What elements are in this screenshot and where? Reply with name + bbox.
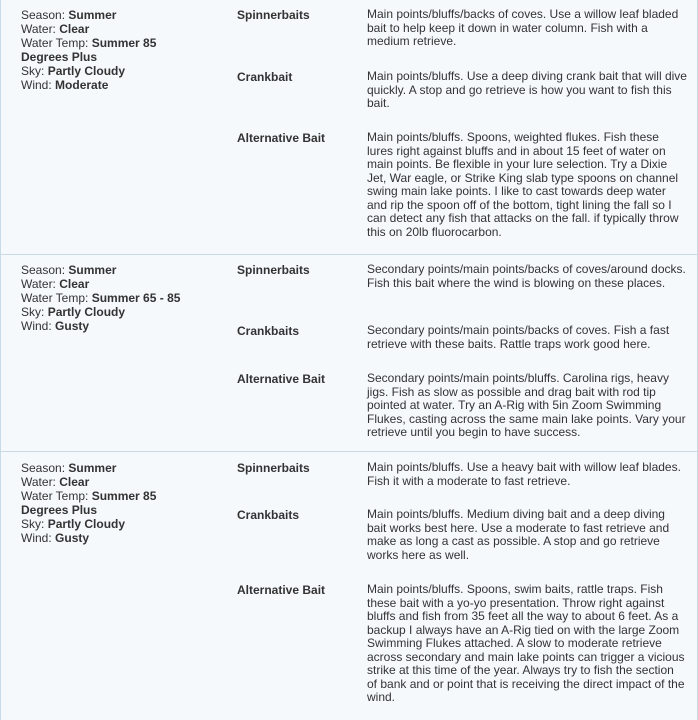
water-temp-value-cont: Degrees Plus [21, 503, 98, 517]
conditions-block [21, 263, 211, 333]
bait-name: Spinnerbaits [237, 8, 310, 22]
bait-name: Alternative Bait [237, 583, 326, 597]
wind-label: Wind: [21, 78, 52, 92]
conditions-block [21, 8, 211, 92]
water-row [21, 277, 211, 291]
conditions-section [1, 452, 697, 720]
bait-description: Secondary points/main points/bluffs. Carolina rigs, heavy jigs. Fish as slow as possible and drag bait with rod tip pointed at water. Try an A-Rig with 5in Zoom Swimming Flukes, casting across the same main lake points. Vary your retrieve until you begin to have success. [367, 371, 686, 439]
season-row [21, 263, 211, 277]
water-label: Water: [21, 475, 56, 489]
sky-row [21, 305, 211, 319]
bait-name: Crankbait [237, 70, 293, 84]
wind-row [21, 319, 211, 333]
bait-description: Secondary points/main points/backs of coves. Fish a fast retrieve with these baits. Rattle traps work good here. [367, 323, 670, 351]
season-value: Summer [68, 8, 117, 22]
bait-name: Crankbaits [237, 508, 300, 522]
season-row [21, 8, 211, 22]
water-row [21, 22, 211, 36]
bait-description: Main points/bluffs. Spoons, weighted flukes. Fish these lures right against bluffs and in about 15 feet of water on main points. Be flexible in your lure selection. Try a Dixie Jet, War eagle, or Strike King slab type spoons on channel swing main lake points. I like to cast towards deep water and rip the spoon off of the bottom, tight lining the fall so I can detect any fish that attacks on the fall. if typically throw this on 20lb fluorocarbon. [367, 130, 679, 239]
sky-value: Partly Cloudy [47, 305, 126, 319]
bait-name: Spinnerbaits [237, 263, 310, 277]
season-label: Season: [21, 461, 66, 475]
water-temp-row [21, 489, 211, 503]
bait-name: Alternative Bait [237, 372, 326, 386]
water-temp-row [21, 36, 211, 50]
wind-label: Wind: [21, 531, 52, 545]
water-temp-label: Water Temp: [21, 489, 89, 503]
water-label: Water: [21, 22, 56, 36]
water-temp-value: Summer 85 [91, 36, 157, 50]
sky-row [21, 517, 211, 531]
water-temp-value-cont: Degrees Plus [21, 50, 98, 64]
sky-label: Sky: [21, 64, 45, 78]
wind-row [21, 531, 211, 545]
bait-name: Spinnerbaits [237, 461, 310, 475]
season-label: Season: [21, 263, 66, 277]
season-label: Season: [21, 8, 66, 22]
conditions-section [1, 0, 697, 254]
bait-description: Main points/bluffs. Medium diving bait and a deep diving bait works best here. Use a moderate to fast retrieve and make as long a cast as possible. A stop and go retrieve works here as well. [367, 507, 670, 562]
water-temp-label: Water Temp: [21, 36, 89, 50]
bait-description: Secondary points/main points/backs of coves/around docks. Fish this bait where the wind is blowing on these places. [367, 262, 686, 290]
water-label: Water: [21, 277, 56, 291]
wind-row [21, 78, 211, 92]
sky-row [21, 64, 211, 78]
water-value: Clear [59, 22, 90, 36]
water-temp-row-cont [21, 50, 211, 64]
bait-description: Main points/bluffs/backs of coves. Use a willow leaf bladed bait to help keep it down in water column. Fish with a medium retrieve. [367, 7, 679, 48]
water-temp-row-cont [21, 503, 211, 517]
water-value: Clear [59, 475, 90, 489]
sky-label: Sky: [21, 517, 45, 531]
bait-name: Crankbaits [237, 324, 300, 338]
sky-label: Sky: [21, 305, 45, 319]
season-row [21, 461, 211, 475]
water-value: Clear [59, 277, 90, 291]
sky-value: Partly Cloudy [47, 64, 126, 78]
season-value: Summer [68, 263, 117, 277]
wind-value: Gusty [55, 531, 90, 545]
water-temp-label: Water Temp: [21, 291, 89, 305]
conditions-block [21, 461, 211, 545]
sky-value: Partly Cloudy [47, 517, 126, 531]
water-temp-value: Summer 85 [91, 489, 157, 503]
conditions-section [1, 255, 697, 451]
bait-description: Main points/bluffs. Use a deep diving crank bait that will dive quickly. A stop and go retrieve is how you want to fish this bait. [367, 69, 687, 110]
water-row [21, 475, 211, 489]
water-temp-row [21, 291, 211, 305]
wind-label: Wind: [21, 319, 52, 333]
bait-name: Alternative Bait [237, 131, 326, 145]
water-temp-value: Summer 65 - 85 [91, 291, 181, 305]
bait-description: Main points/bluffs. Spoons, swim baits, rattle traps. Fish these bait with a yo-yo presentation. Throw right against bluffs and fish from 35 feet all the way to about 6 feet. As a backup I always have an A-Rig tied on with the large Zoom Swimming Flukes attached. A slow to moderate retrieve across secondary and main lake points can trigger a vicious strike at this time of the year. Always try to fish the section of bank and or point that is receiving the direct impact of the wind. [367, 582, 685, 704]
season-value: Summer [68, 461, 117, 475]
bait-description: Main points/bluffs. Use a heavy bait with willow leaf blades. Fish it with a moderate to fast retrieve. [367, 460, 681, 488]
wind-value: Moderate [55, 78, 109, 92]
wind-value: Gusty [55, 319, 90, 333]
